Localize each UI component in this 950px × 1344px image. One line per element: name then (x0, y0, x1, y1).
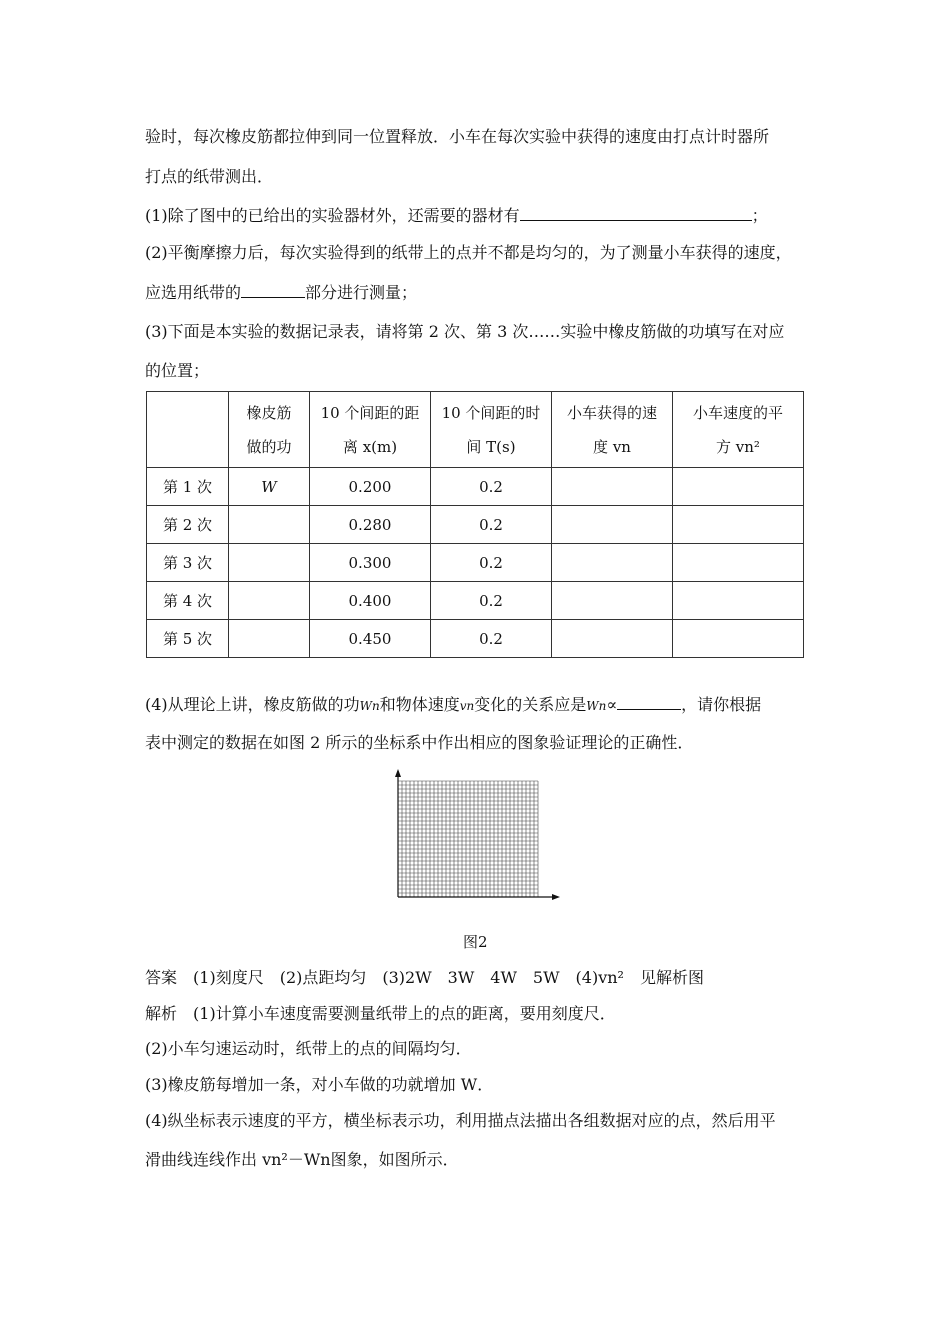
distance-cell: 0.300 (310, 544, 431, 582)
distance-cell: 0.200 (310, 468, 431, 506)
question-2-blank[interactable] (241, 283, 305, 298)
table-header-row (147, 392, 804, 468)
table-row (147, 544, 804, 582)
answer-label: 答案 (145, 968, 178, 987)
work-symbol: Wn (359, 699, 380, 713)
velocity-squared-cell[interactable] (673, 468, 804, 506)
question-2-line-1: (2)平衡摩擦力后，每次实验得到的纸带上的点并不都是均匀的，为了测量小车获得的速度， (145, 243, 792, 262)
velocity-squared-cell[interactable] (673, 582, 804, 620)
x-axis-arrow-icon (552, 894, 560, 900)
question-2-line-2 (145, 283, 417, 303)
header-velocity-squared: 小车速度的平 方 vn² (673, 392, 804, 468)
header-velocity: 小车获得的速 度 vn (552, 392, 673, 468)
velocity-squared-cell[interactable] (673, 620, 804, 658)
analysis-label: 解析 (145, 1004, 178, 1023)
analysis-line-1 (145, 1004, 616, 1024)
velocity-cell[interactable] (552, 506, 673, 544)
analysis-line-4: (4)纵坐标表示速度的平方，横坐标表示功，利用描点法描出各组数据对应的点，然后用平 (145, 1111, 776, 1130)
intro-line-1: 验时，每次橡皮筋都拉伸到同一位置释放．小车在每次实验中获得的速度由打点计时器所 (145, 127, 770, 146)
row-label: 第 1 次 (147, 468, 229, 506)
table-row (147, 468, 804, 506)
data-record-table (146, 391, 804, 658)
distance-cell: 0.400 (310, 582, 431, 620)
question-4-text-b: 和物体速度 (379, 695, 460, 714)
analysis-line-5: 滑曲线连线作出 vn²－Wn图象，如图所示． (145, 1150, 459, 1169)
row-label: 第 3 次 (147, 544, 229, 582)
work-cell[interactable] (229, 544, 310, 582)
work-cell[interactable] (229, 582, 310, 620)
header-blank-cell (147, 392, 229, 468)
question-1 (145, 206, 768, 226)
question-4-text-d: ，请你根据 (681, 695, 762, 714)
question-4-blank[interactable] (617, 695, 681, 710)
velocity-cell[interactable] (552, 620, 673, 658)
time-cell: 0.2 (431, 582, 552, 620)
question-1-text: (1)除了图中的已给出的实验器材外，还需要的器材有 (145, 206, 520, 225)
question-3-line-1: (3)下面是本实验的数据记录表，请将第 2 次、第 3 次……实验中橡皮筋做的功填写在对应 (145, 322, 785, 341)
work-cell[interactable]: W (229, 468, 310, 506)
answer-line (145, 968, 704, 988)
velocity-cell[interactable] (552, 544, 673, 582)
time-cell: 0.2 (431, 506, 552, 544)
question-1-end: ； (751, 206, 768, 225)
table-row (147, 582, 804, 620)
velocity-cell[interactable] (552, 582, 673, 620)
header-time: 10 个间距的时 间 T(s) (431, 392, 552, 468)
header-distance: 10 个间距的距 离 x(m) (310, 392, 431, 468)
grid-lines (398, 781, 538, 897)
question-4-line-1 (145, 695, 761, 716)
analysis-text-1: (1)计算小车速度需要测量纸带上的点的距离，要用刻度尺． (193, 1004, 616, 1023)
header-work: 橡皮筋 做的功 (229, 392, 310, 468)
time-cell: 0.2 (431, 544, 552, 582)
question-2-text-a: 应选用纸带的 (145, 283, 242, 302)
question-4-text-c: 变化的关系应是 (474, 695, 587, 714)
y-axis-arrow-icon (395, 769, 401, 777)
figure-caption: 图2 (463, 933, 488, 951)
question-3-line-2: 的位置； (145, 361, 210, 380)
proportional-symbol: ∝ (606, 695, 618, 714)
velocity-symbol: vn (459, 699, 475, 713)
table-row (147, 506, 804, 544)
question-1-blank[interactable] (520, 206, 752, 221)
intro-line-2: 打点的纸带测出． (145, 167, 274, 186)
work-cell[interactable] (229, 506, 310, 544)
distance-cell: 0.450 (310, 620, 431, 658)
coordinate-grid-figure[interactable] (390, 769, 560, 905)
row-label: 第 4 次 (147, 582, 229, 620)
work-symbol: Wn (586, 699, 607, 713)
table-row (147, 620, 804, 658)
time-cell: 0.2 (431, 468, 552, 506)
analysis-line-2: (2)小车匀速运动时，纸带上的点的间隔均匀． (145, 1039, 472, 1058)
velocity-squared-cell[interactable] (673, 506, 804, 544)
row-label: 第 5 次 (147, 620, 229, 658)
question-4-line-2: 表中测定的数据在如图 2 所示的坐标系中作出相应的图象验证理论的正确性． (145, 733, 694, 752)
question-4-text-a: (4)从理论上讲，橡皮筋做的功 (145, 695, 360, 714)
time-cell: 0.2 (431, 620, 552, 658)
distance-cell: 0.280 (310, 506, 431, 544)
velocity-squared-cell[interactable] (673, 544, 804, 582)
question-2-text-b: 部分进行测量； (305, 283, 418, 302)
analysis-line-3: (3)橡皮筋每增加一条，对小车做的功就增加 W． (145, 1075, 494, 1094)
velocity-cell[interactable] (552, 468, 673, 506)
answer-text: (1)刻度尺 (2)点距均匀 (3)2W 3W 4W 5W (4)vn² 见解析图 (193, 968, 704, 987)
row-label: 第 2 次 (147, 506, 229, 544)
work-cell[interactable] (229, 620, 310, 658)
